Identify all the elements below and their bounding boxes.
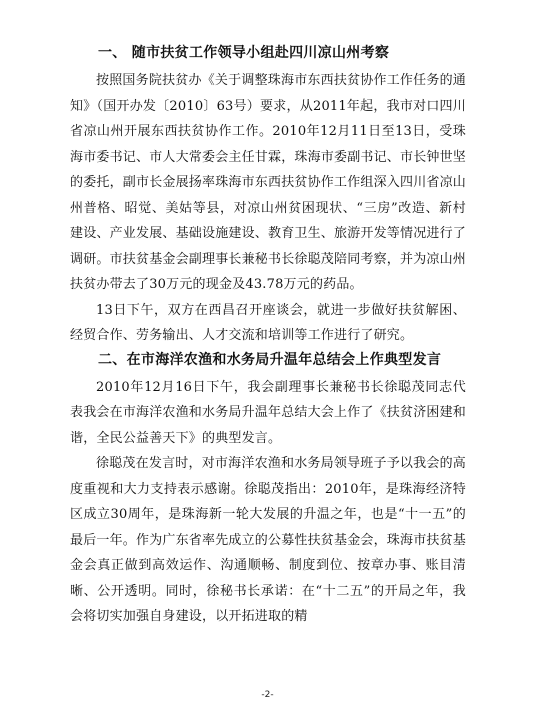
section-2-heading: 二、在市海洋农渔和水务局升温年总结会上作典型发言 <box>98 351 442 368</box>
page-number: -2- <box>261 690 274 700</box>
section-1-paragraph-1: 按照国务院扶贫办《关于调整珠海市东西扶贫协作工作任务的通知》（国开办发〔2010〕63号）要求，从2011年起，我市对口四川省凉山州开展东西扶贫协作工作。2010年12月11日至13日，受珠海市委书记、市人大常委会主任甘霖，珠海市委副书记、市长钟世坚的委托，副市长金展扬率珠海市东西扶贫协作工作组深入四川省凉山州普格、昭觉、美姑等县，对凉山州贫困现状、“三房”改造、新村建设、产业发展、基础设施建设、教育卫生、旅游开发等情况进行了调研。市扶贫基金会副理事长兼秘书长徐聪茂陪同考察，并为凉山州扶贫办带去了30万元的现金及43.78万元的药品。 <box>70 73 467 292</box>
section-2-paragraph-1: 2010年12月16日下午，我会副理事长兼秘书长徐聪茂同志代表我会在市海洋农渔和水务局升温年总结大会上作了《扶贫济困建和谐，全民公益善天下》的典型发言。 <box>70 379 467 446</box>
document-body <box>70 42 466 630</box>
section-2-paragraph-2: 徐聪茂在发言时，对市海洋农渔和水务局领导班子予以我会的高度重视和大力支持表示感谢。徐聪茂指出：2010年，是珠海经济特区成立30周年，是珠海新一轮大发展的升温之年，也是“十一五”的最后一年。作为广东省率先成立的公募性扶贫基金会，珠海市扶贫基金会真正做到高效运作、沟通顺畅、制度到位、按章办事、账目清晰、公开透明。同时，徐秘书长承诺：在“十二五”的开局之年，我会将切实加强自身建设，以开拓进取的精 <box>70 456 467 624</box>
section-1-heading: 一、 随市扶贫工作领导小组赴四川凉山州考察 <box>98 45 390 61</box>
section-1-paragraph-2: 13日下午，双方在西昌召开座谈会，就进一步做好扶贫解困、经贸合作、劳务输出、人才交流和培训等工作进行了研究。 <box>70 302 466 343</box>
